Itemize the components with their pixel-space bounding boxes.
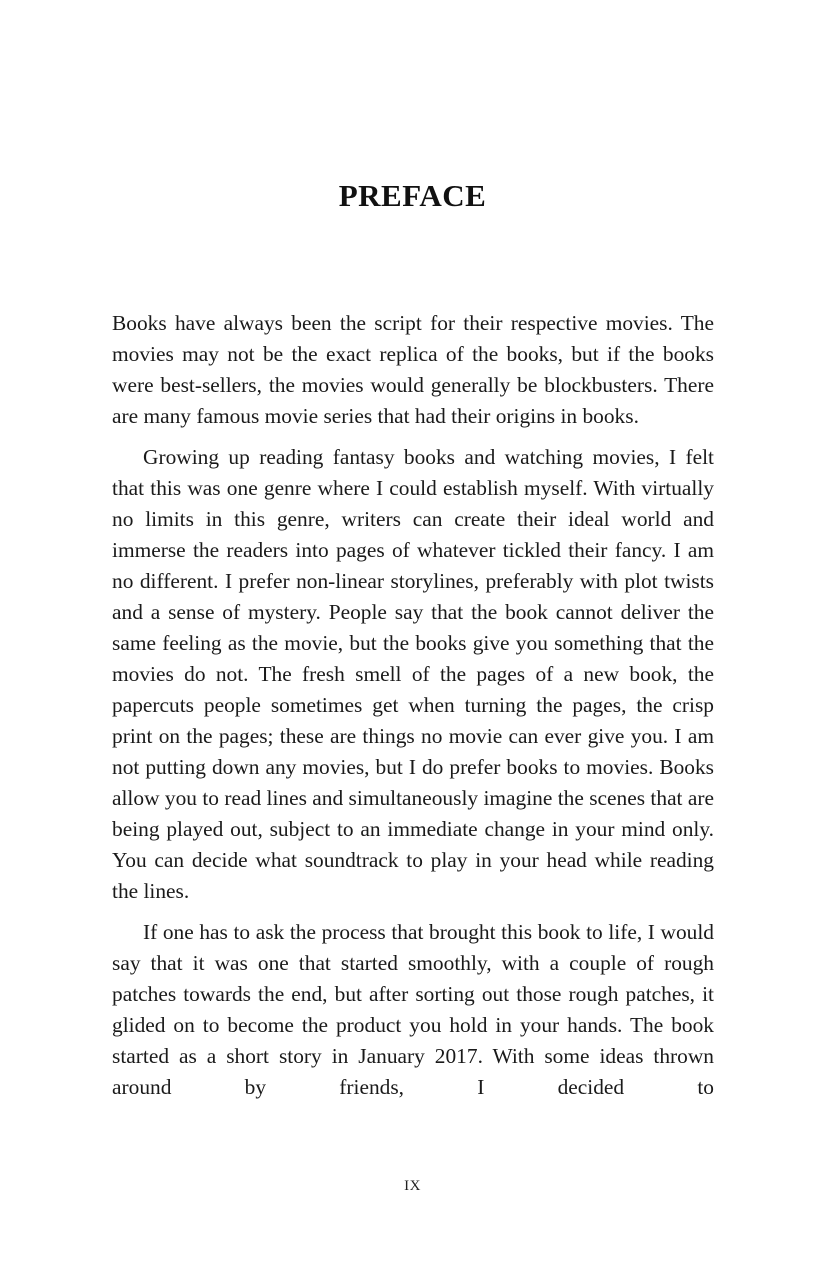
paragraph-2: Growing up reading fantasy books and watching movies, I felt that this was one genre where I could establish myself. With virtually no limits in this genre, writers can create their ideal world and immerse the readers into pages of whatever tickled their fancy. I am no different. I prefer non-linear storylines, preferably with plot twists and a sense of mystery. People say that the book cannot deliver the same feeling as the movie, but the books give you something that the movies do not. The fresh smell of the pages of a new book, the papercuts people sometimes get when turning the pages, the crisp print on the pages; these are things no movie can ever give you. I am not putting down any movies, but I do prefer books to movies. Books allow you to read lines and simultaneously imagine the scenes that are being played out, subject to an immediate change in your mind only. You can decide what soundtrack to play in your head while reading the lines. <box>112 445 714 903</box>
preface-body <box>112 308 714 1103</box>
paragraph-1: Books have always been the script for their respective movies. The movies may not be the exact replica of the books, but if the books were best-sellers, the movies would generally be blockbusters. There are many famous movie series that had their origins in books. <box>112 311 714 428</box>
paragraph-3: If one has to ask the process that brought this book to life, I would say that it was one that started smoothly, with a couple of rough patches towards the end, but after sorting out those rough patches, it glided on to become the product you hold in your hands. The book started as a short story in January 2017. With some ideas thrown around by friends, I decided to <box>112 920 714 1099</box>
page-number: IX <box>404 1178 421 1194</box>
page-title: PREFACE <box>338 178 487 213</box>
